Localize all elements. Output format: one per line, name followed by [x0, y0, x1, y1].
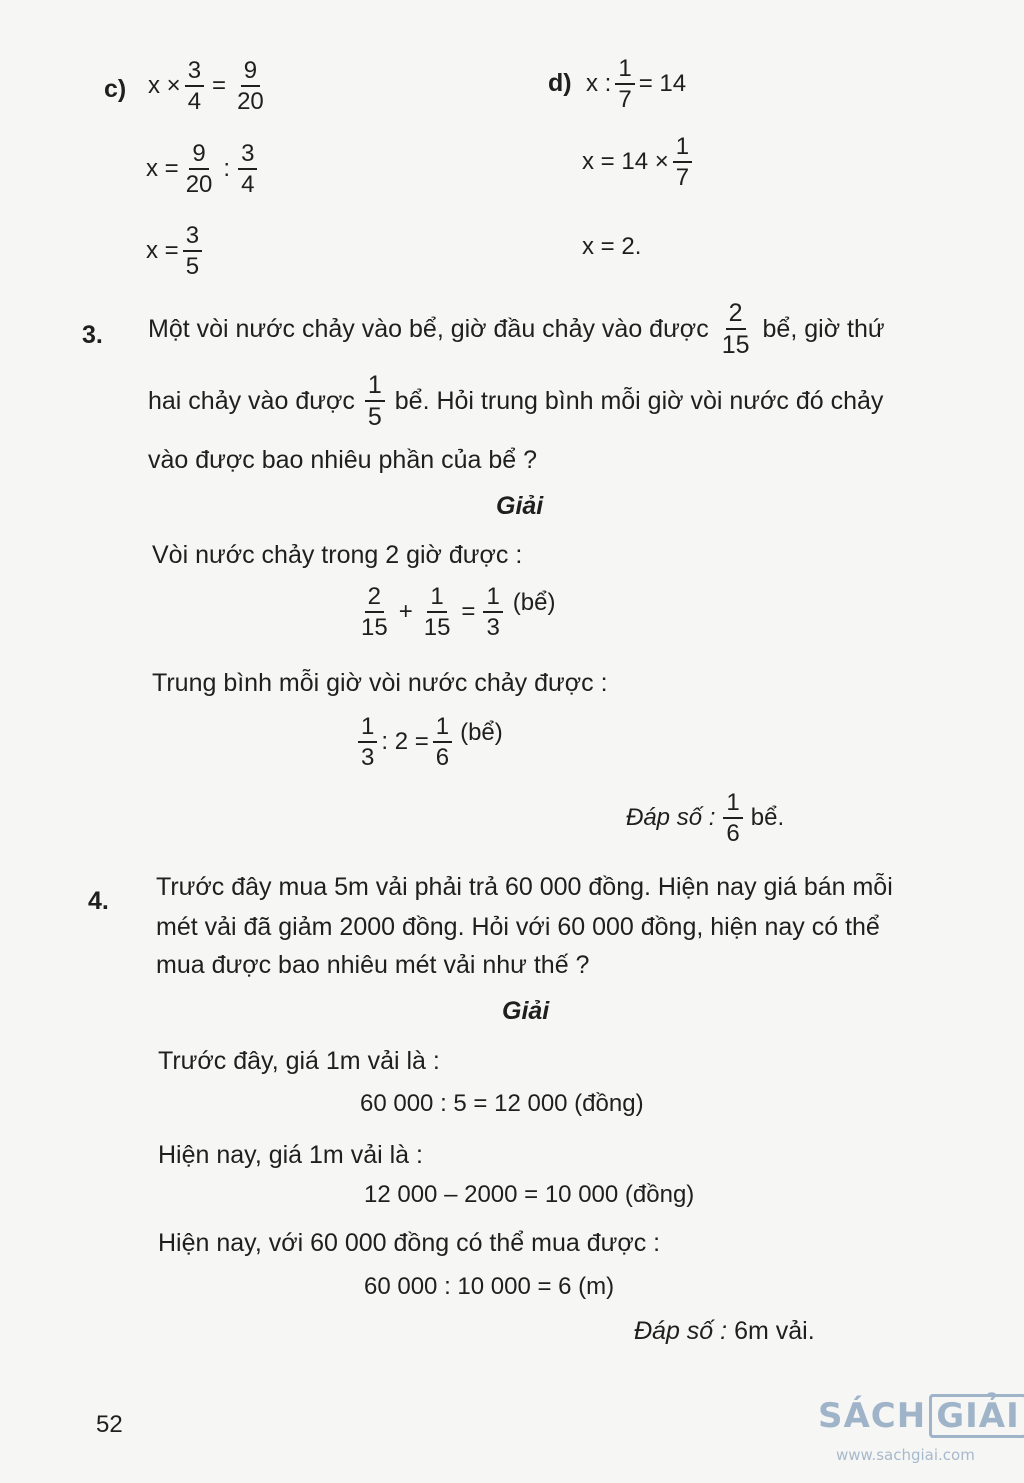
- part-d-line2-lhs: x = 14 ×: [582, 148, 669, 176]
- fraction: $\frac{1}{7}$: [673, 134, 692, 190]
- page-number: 52: [96, 1411, 123, 1438]
- equals-sign: =: [461, 598, 476, 626]
- problem-4-solution-title: Giải: [502, 997, 550, 1025]
- problem-3-number: 3.: [82, 321, 103, 349]
- problem-3-solution-title: Giải: [496, 492, 544, 520]
- problem-4-number: 4.: [88, 887, 109, 915]
- problem-3-text: bể. Hỏi trung bình mỗi giờ vòi nước đó chảy: [394, 387, 884, 416]
- part-c-line3-lhs: x =: [146, 237, 179, 265]
- problem-4-calc2: 12 000 – 2000 = 10 000 (đồng): [364, 1181, 695, 1208]
- watermark-logo: [818, 1394, 1024, 1438]
- part-d-line1-lhs: x :: [586, 70, 612, 98]
- unit-label: bể.: [750, 804, 785, 832]
- problem-4-line1: Trước đây mua 5m vải phải trả 60 000 đồng. Hiện nay giá bán mỗi: [156, 873, 893, 901]
- part-c-line2: [146, 141, 261, 197]
- plus-sign: +: [398, 598, 413, 626]
- answer-label: Đáp số :: [626, 804, 716, 832]
- answer-label: Đáp số :: [634, 1317, 728, 1345]
- fraction: $\frac{1}{15}$: [423, 583, 451, 642]
- equals-sign: =: [212, 72, 227, 100]
- unit-label: (bể): [512, 589, 556, 617]
- problem-4-step1: Trước đây, giá 1m vải là :: [158, 1047, 440, 1075]
- problem-3-step2: Trung bình mỗi giờ vòi nước chảy được :: [152, 669, 608, 697]
- fraction: $\frac{2}{15}$: [361, 583, 388, 642]
- fraction: $\frac{1}{6}$: [723, 790, 742, 846]
- problem-4-line3: mua được bao nhiêu mét vải như thế ?: [156, 951, 590, 979]
- fraction: $\frac{3}{4}$: [185, 58, 204, 114]
- part-d-line2: [582, 134, 696, 190]
- problem-4-line2: mét vải đã giảm 2000 đồng. Hỏi với 60 000 đồng, hiện nay có thể: [156, 913, 880, 941]
- fraction: $\frac{1}{3}$: [358, 714, 377, 770]
- part-d-label: d): [548, 69, 572, 97]
- problem-4-answer: [634, 1316, 815, 1346]
- problem-4-step2: Hiện nay, giá 1m vải là :: [158, 1141, 423, 1169]
- fraction: $\frac{1}{7}$: [615, 56, 634, 112]
- divide-sign: :: [223, 155, 231, 183]
- problem-3-line3: vào được bao nhiêu phần của bể ?: [148, 446, 537, 474]
- fraction: $\frac{9}{20}$: [185, 140, 213, 199]
- fraction: $\frac{2}{15}$: [721, 299, 750, 360]
- problem-3-text: hai chảy vào được: [148, 387, 355, 416]
- fraction: $\frac{1}{3}$: [483, 584, 502, 640]
- problem-3-line2: [148, 372, 883, 431]
- problem-3-text: Một vòi nước chảy vào bể, giờ đầu chảy vào được: [148, 315, 709, 344]
- part-d-line1-rhs: = 14: [638, 70, 687, 98]
- problem-3-answer: [626, 790, 784, 846]
- problem-3-text: bể, giờ thứ: [762, 315, 885, 344]
- part-c-line1: [148, 58, 271, 114]
- problem-3-line1: [148, 300, 885, 359]
- watermark-brand-box: GIẢI: [929, 1394, 1024, 1438]
- fraction: $\frac{1}{5}$: [365, 372, 385, 431]
- problem-3-calc2: [354, 714, 503, 770]
- part-c-line3: [146, 223, 206, 279]
- fraction: $\frac{3}{5}$: [183, 223, 202, 279]
- part-d-line3: x = 2.: [582, 233, 642, 260]
- fraction: $\frac{9}{20}$: [237, 57, 264, 116]
- answer-value: 6m vải.: [734, 1317, 815, 1345]
- problem-3-calc1: [354, 584, 555, 640]
- part-c-label: c): [104, 75, 127, 103]
- problem-3-step1: Vòi nước chảy trong 2 giờ được :: [152, 541, 523, 569]
- calc-operator: : 2 =: [381, 728, 429, 756]
- problem-4-step3: Hiện nay, với 60 000 đồng có thể mua được :: [158, 1229, 661, 1257]
- part-c-line1-lhs: x ×: [148, 72, 181, 100]
- problem-4-calc1: 60 000 : 5 = 12 000 (đồng): [360, 1090, 644, 1117]
- unit-label: (bể): [460, 719, 503, 747]
- fraction: $\frac{1}{6}$: [433, 714, 452, 770]
- watermark-brand-left: SÁCH: [818, 1396, 927, 1436]
- part-d-line1: [586, 56, 686, 112]
- part-c-line2-lhs: x =: [146, 155, 179, 183]
- fraction: $\frac{3}{4}$: [238, 141, 257, 197]
- problem-4-calc3: 60 000 : 10 000 = 6 (m): [364, 1273, 615, 1300]
- watermark-url: www.sachgiai.com: [836, 1446, 975, 1464]
